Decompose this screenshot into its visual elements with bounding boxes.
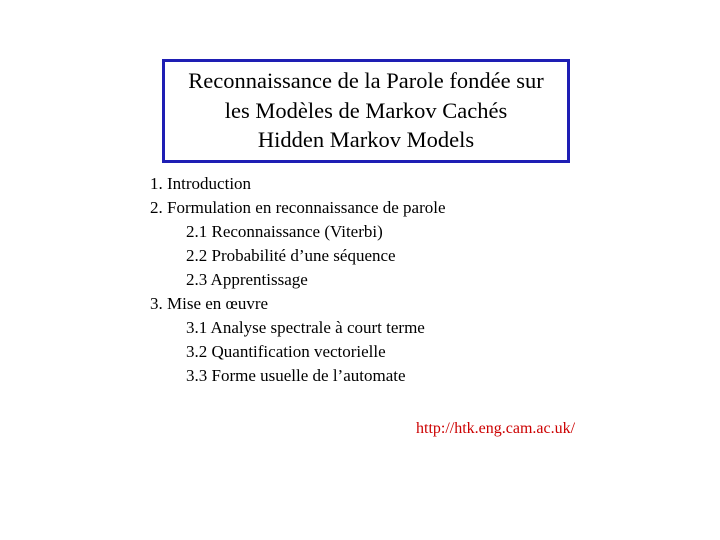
outline-list — [150, 172, 446, 388]
title-line-3: Hidden Markov Models — [257, 127, 475, 152]
outline-item-3-1: 3.1 Analyse spectrale à court terme — [186, 318, 425, 337]
title-line-1: Reconnaissance de la Parole fondée sur — [188, 68, 544, 93]
title-box — [162, 59, 570, 163]
htk-link[interactable]: http://htk.eng.cam.ac.uk/ — [416, 420, 576, 437]
outline-item-3-2: 3.2 Quantification vectorielle — [186, 342, 386, 361]
outline-item-1: 1. Introduction — [150, 174, 252, 193]
outline-item-2: 2. Formulation en reconnaissance de parole — [150, 198, 446, 217]
outline-item-2-1: 2.1 Reconnaissance (Viterbi) — [186, 222, 383, 241]
title-line-2: les Modèles de Markov Cachés — [224, 97, 508, 123]
outline-item-2-3: 2.3 Apprentissage — [186, 270, 308, 289]
outline-item-2-2: 2.2 Probabilité d’une séquence — [186, 246, 396, 265]
outline-item-3: 3. Mise en œuvre — [150, 294, 269, 313]
outline-item-3-3: 3.3 Forme usuelle de l’automate — [186, 366, 406, 385]
